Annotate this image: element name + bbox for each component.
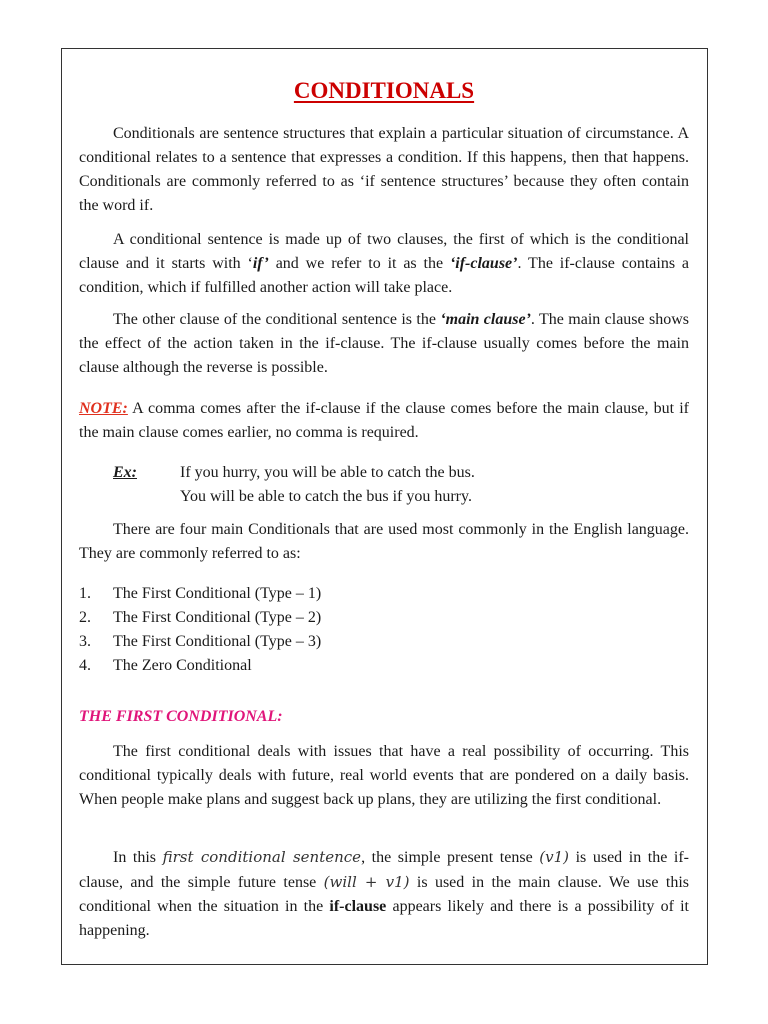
page-title: CONDITIONALS [293,78,475,103]
example-line-1: If you hurry, you will be able to catch the bus. [180,464,475,481]
note-label: NOTE: [79,400,128,417]
first-conditional-paragraph-2: In this first conditional sentence, the simple present tense (v1) is used in the if-clause, and the simple future tense (will + v1) is used in the main clause. We use this conditional when the situation in the if-clause appears likely and there is a possibility of it happening. [79,848,690,939]
intro-paragraph-2: A conditional sentence is made up of two clauses, the first of which is the conditional clause and it starts with ‘if’ and we refer to it as the ‘if-clause’. The if-clause contains a condition, which if fulfilled another action will take place. [79,231,690,296]
example-line-2: You will be able to catch the bus if you hurry. [180,488,472,505]
section-heading-first-conditional: THE FIRST CONDITIONAL: [79,708,283,725]
intro-paragraph-1: Conditionals are sentence structures that explain a particular situation of circumstance. A conditional relates to a sentence that expresses a condition. If this happens, then that happens. Conditionals are commonly referred to as ‘if sentence structures’ because they often contain the word if. [79,125,689,214]
intro-paragraph-3: The other clause of the conditional sentence is the ‘main clause’. The main clause shows the effect of the action taken in the if-clause. The if-clause usually comes before the main clause although the reverse is possible. [79,311,690,376]
first-conditional-paragraph-1: The first conditional deals with issues that have a real possibility of occurring. This conditional typically deals with future, real world events that are pondered on a daily basis. When people make plans and suggest back up plans, they are utilizing the first conditional. [79,743,689,808]
example-label: Ex: [113,464,137,481]
types-intro-paragraph: There are four main Conditionals that are used most commonly in the English language. They are commonly referred to as: [79,521,689,562]
note-paragraph: NOTE: A comma comes after the if-clause if the clause comes before the main clause, but if the main clause comes earlier, no comma is required. [79,400,689,441]
